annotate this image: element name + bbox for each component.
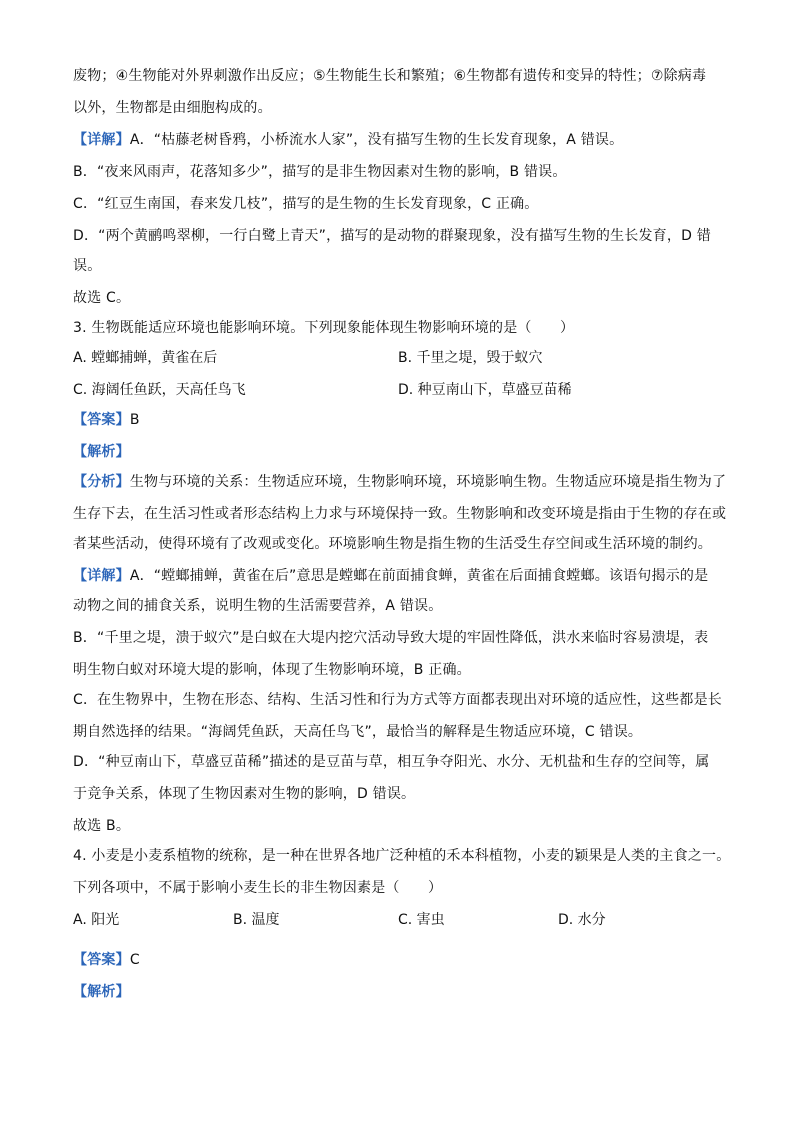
q3-detail-line: B．“千里之堤，溃于蚁穴”是白蚁在大堤内挖穴活动导致大堤的牢固性降低，洪水来临时容易溃堤，表	[73, 630, 709, 646]
text-line: D．“两个黄鹂鸣翠柳，一行白鹭上青天”，描写的是动物的群聚现象，没有描写生物的生长发育，D 错	[73, 228, 711, 244]
analysis-label: 【解析】	[73, 444, 130, 460]
q3-analysis-line: 者某些活动，使得环境有了改观或变化。环境影响生物是指生物的生活受生存空间或生活环境的制约。	[73, 536, 712, 552]
detail-text: A．“螳螂捕蝉，黄雀在后”意思是螳螂在前面捕食蝉，黄雀在后面捕食螳螂。该语句揭示的是	[129, 568, 709, 584]
q3-option-a: A. 螳螂捕蝉，黄雀在后	[73, 350, 218, 366]
fenxi-label: 【分析】	[73, 474, 130, 490]
q4-option-b: B. 温度	[233, 912, 280, 928]
text-line: 废物；④生物能对外界刺激作出反应；⑤生物能生长和繁殖；⑥生物都有遗传和变异的特性；⑦除病毒	[73, 68, 707, 84]
q3-analysis-line: 生存下去，在生活习性或者形态结构上力求与环境保持一致。生物影响和改变环境是指由于生物的存在或	[73, 506, 727, 522]
q3-option-b: B. 千里之堤，毁于蚁穴	[398, 350, 543, 366]
question-4-stem: 下列各项中，不属于影响小麦生长的非生物因素是（ ）	[73, 880, 443, 896]
q4-analysis-heading	[73, 982, 130, 1002]
analysis-text: 生物与环境的关系：生物适应环境，生物影响环境，环境影响生物。生物适应环境是指生物为了	[129, 474, 727, 490]
q4-answer	[73, 950, 140, 970]
q4-option-a: A. 阳光	[73, 912, 120, 928]
q3-conclusion: 故选 B。	[73, 818, 131, 834]
question-4-stem: 4. 小麦是小麦系植物的统称，是一种在世界各地广泛种植的禾本科植物，小麦的颖果是人类的主食之一。	[73, 848, 731, 864]
analysis-label: 【解析】	[73, 984, 130, 1000]
q3-answer	[73, 410, 140, 430]
q3-detail-line: D．“种豆南山下，草盛豆苗稀”描述的是豆苗与草，相互争夺阳光、水分、无机盐和生存的空间等，属	[73, 754, 710, 770]
answer-label: 【答案】	[73, 412, 130, 428]
q3-analysis-line	[73, 472, 726, 492]
q3-analysis-heading	[73, 442, 130, 462]
answer-value: B	[129, 412, 140, 428]
text-line: 故选 C。	[73, 290, 131, 306]
q3-option-c: C. 海阔任鱼跃，天高任鸟飞	[73, 382, 246, 398]
text-line: 误。	[73, 258, 102, 274]
q3-detail-line: 于竞争关系，体现了生物因素对生物的影响，D 错误。	[73, 786, 416, 802]
answer-value: C	[129, 952, 140, 968]
q3-option-d: D. 种豆南山下，草盛豆苗稀	[398, 382, 572, 398]
answer-label: 【答案】	[73, 952, 130, 968]
q3-detail-line: 期自然选择的结果。“海阔凭鱼跃，天高任鸟飞”，最恰当的解释是生物适应环境，C 错误。	[73, 724, 643, 740]
detail-line	[73, 130, 623, 150]
question-3-stem: 3. 生物既能适应环境也能影响环境。下列现象能体现生物影响环境的是（ ）	[73, 320, 575, 336]
text-line: 以外，生物都是由细胞构成的。	[73, 100, 272, 116]
detail-label: 【详解】	[73, 568, 130, 584]
q4-option-d: D. 水分	[558, 912, 606, 928]
q3-detail-line: 动物之间的捕食关系，说明生物的生活需要营养，A 错误。	[73, 598, 443, 614]
detail-label: 【详解】	[73, 132, 130, 148]
q4-option-c: C. 害虫	[398, 912, 445, 928]
text-line: C．“红豆生南国，春来发几枝”，描写的是生物的生长发育现象，C 正确。	[73, 196, 539, 212]
q3-detail-line: 明生物白蚁对环境大堤的影响，体现了生物影响环境，B 正确。	[73, 662, 471, 678]
q3-detail-line: C．在生物界中，生物在形态、结构、生活习性和行为方式等方面都表现出对环境的适应性，这些都是长	[73, 692, 722, 708]
text-line: B．“夜来风雨声，花落知多少”，描写的是非生物因素对生物的影响，B 错误。	[73, 164, 567, 180]
detail-text: A．“枯藤老树昏鸦，小桥流水人家”，没有描写生物的生长发育现象，A 错误。	[129, 132, 624, 148]
q3-detail-line	[73, 566, 708, 586]
